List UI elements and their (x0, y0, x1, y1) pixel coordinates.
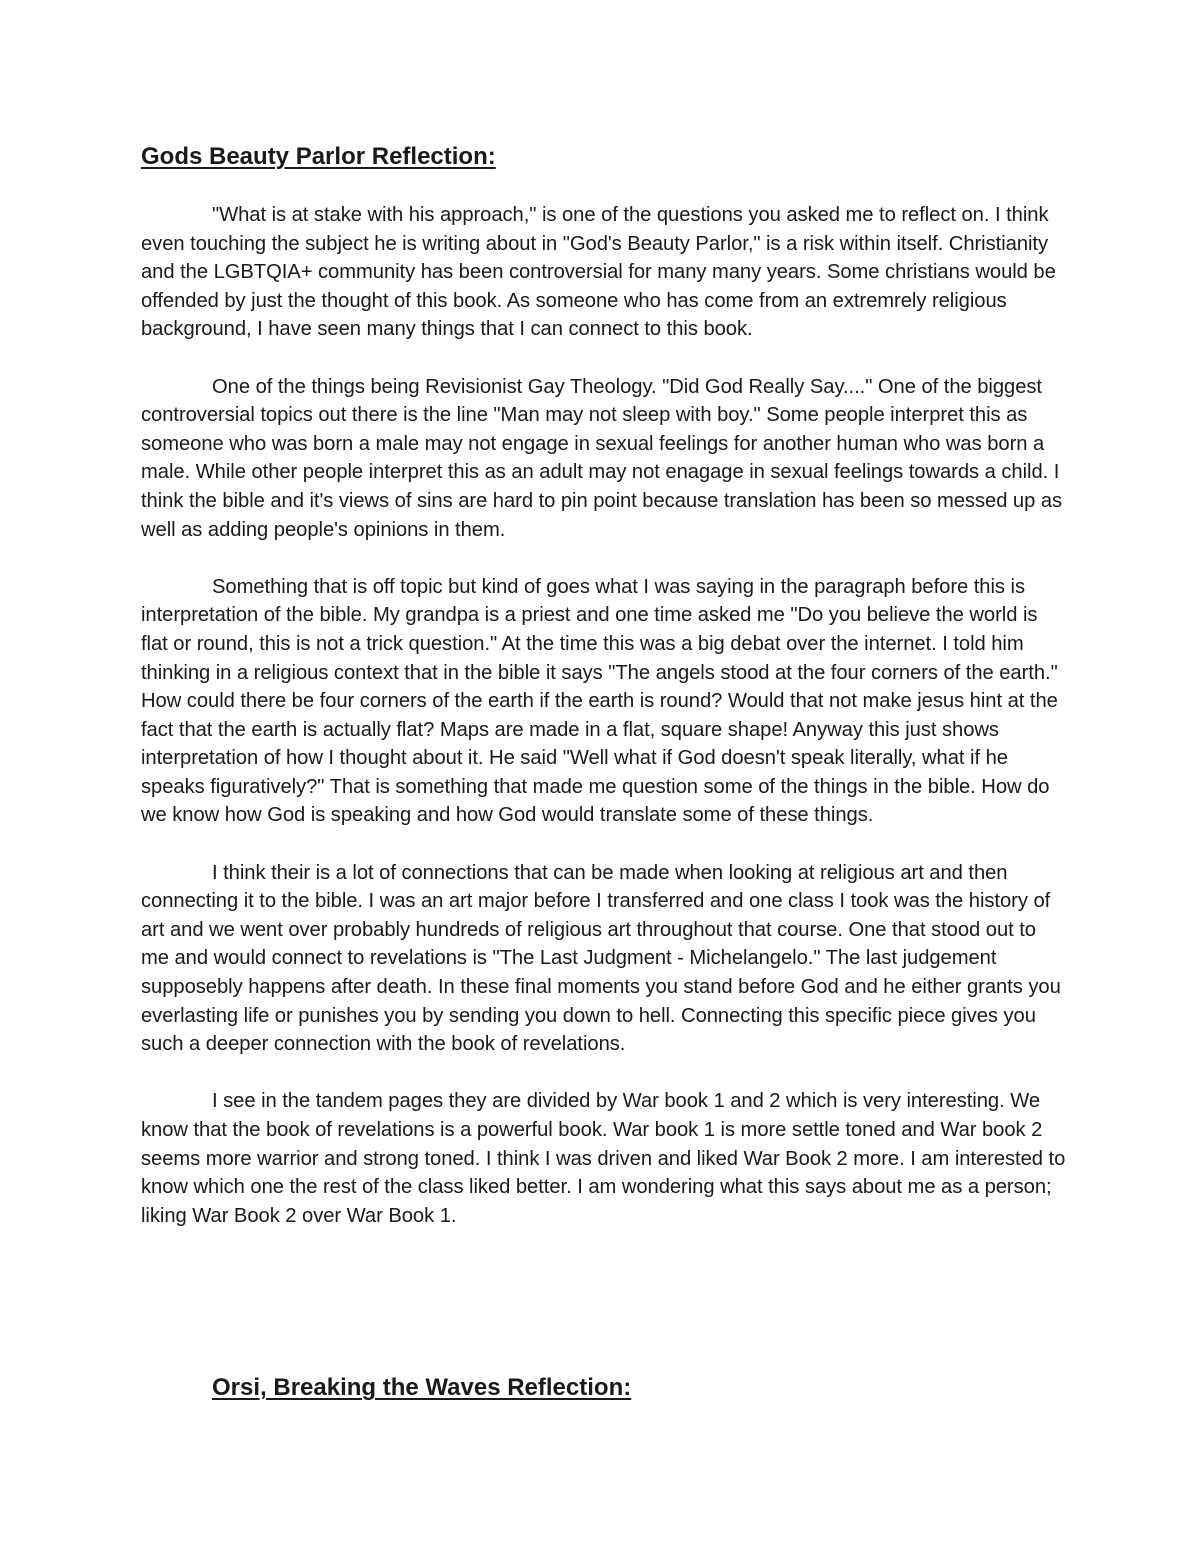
paragraph-3: Something that is off topic but kind of goes what I was saying in the paragraph before this is interpretation of the bible. My grandpa is a priest and one time asked me "Do you believe the world is flat or round, this is not a trick question." At the time this was a big debat over the internet. I told him thinking in a religious context that in the bible it says "The angels stood at the four corners of the earth." How could there be four corners of the earth if the earth is round? Would that not make jesus hint at the fact that the earth is actually flat? Maps are made in a flat, square shape! Anyway this just shows interpretation of how I thought about it. He said "Well what if God doesn't speak literally, what if he speaks figuratively?" That is something that made me question some of the things in the bible. How do we know how God is speaking and how God would translate some of these things. (141, 575, 1058, 827)
paragraph-1: "What is at stake with his approach," is one of the questions you asked me to reflect on. I think even touching the subject he is writing about in "God's Beauty Parlor," is a risk within itself. Christianity and the LGBTQIA+ community has been controversial for many many years. Some christians would be offended by just the thought of this book. As someone who has come from an extremrely religious background, I have seen many things that I can connect to this book. (141, 204, 1056, 341)
reflection-body (141, 201, 1066, 1259)
paragraph-4: I think their is a lot of connections that can be made when looking at religious art and then connecting it to the bible. I was an art major before I transferred and one class I took was the history of art and we went over probably hundreds of religious art throughout that course. One that stood out to me and would connect to revelations is "The Last Judgment - Michelangelo." The last judgement supposebly happens after death. In these final moments you stand before God and he either grants you everlasting life or punishes you by sending you down to hell. Connecting this specific piece gives you such a deeper connection with the book of revelations. (141, 861, 1061, 1056)
section-title-orsi-breaking-the-waves: Orsi, Breaking the Waves Reflection: (212, 1374, 632, 1401)
paragraph-2: One of the things being Revisionist Gay Theology. "Did God Really Say...." One of the biggest controversial topics out there is the line "Man may not sleep with boy." Some people interpret this as someone who was born a male may not engage in sexual feelings for another human who was born a male. While other people interpret this as an adult may not enagage in sexual feelings towards a child. I think the bible and it's views of sins are hard to pin point because translation has been so messed up as well as adding people's opinions in them. (141, 375, 1063, 541)
paragraph-5: I see in the tandem pages they are divided by War book 1 and 2 which is very interesting. We know that the book of revelations is a powerful book. War book 1 is more settle toned and War book 2 seems more warrior and strong toned. I think I was driven and liked War Book 2 more. I am interested to know which one the rest of the class liked better. I am wondering what this says about me as a person; liking War Book 2 over War Book 1. (141, 1090, 1066, 1227)
section-title-gods-beauty-parlor: Gods Beauty Parlor Reflection: (141, 143, 496, 170)
